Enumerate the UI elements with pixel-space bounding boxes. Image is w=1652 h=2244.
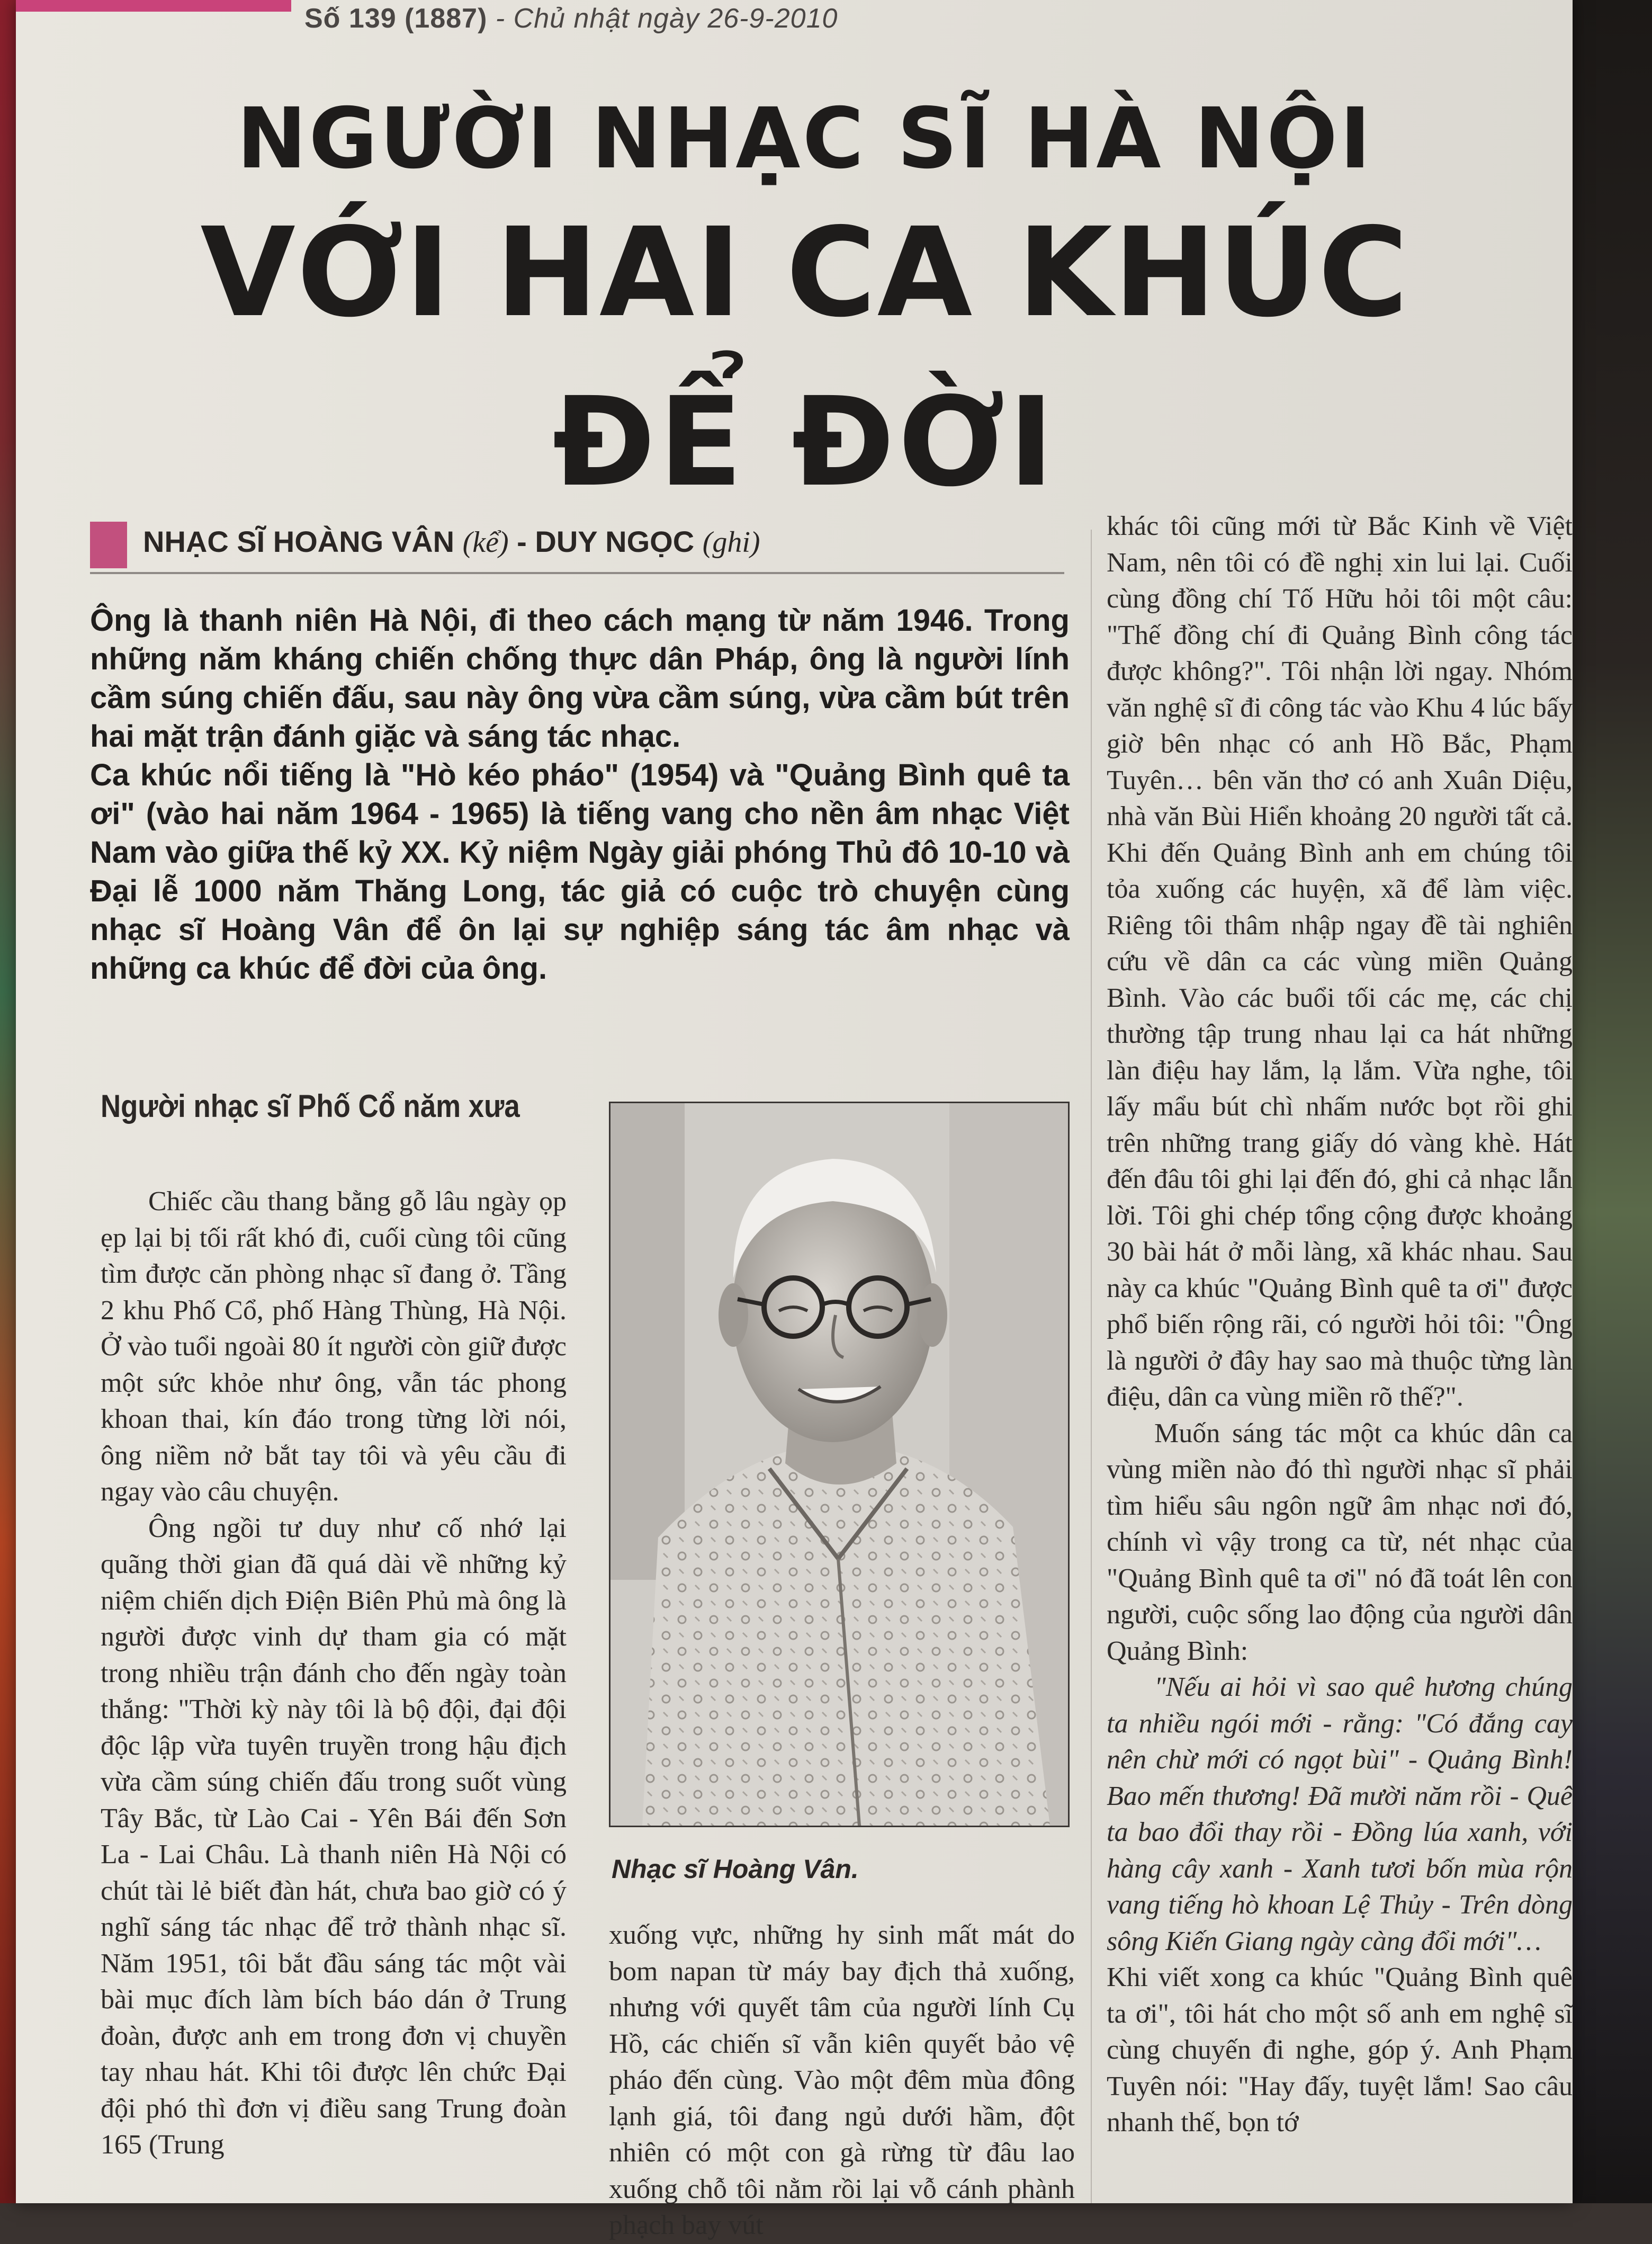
byline-writer: DUY NGỌC <box>535 525 695 558</box>
column-divider <box>1091 530 1092 2203</box>
byline-author: NHẠC SĨ HOÀNG VÂN <box>143 525 455 558</box>
byline <box>143 524 760 559</box>
byline-author-role: (kể) <box>462 526 509 559</box>
article-column-2 <box>609 1917 1075 2240</box>
byline-marker <box>90 522 127 568</box>
headline-line-2: VỚI HAI CA KHÚC <box>200 201 1409 344</box>
col3-quote: "Nếu ai hỏi vì sao quê hương chúng ta nhiều ngói mới - rằng: "Có đắng cay nên chừ mới có ngọt bùi" - Quảng Bình! Bao mến thương! Đã mười năm rồi - Quê ta bao đổi thay rồi - Đồng lúa xanh, với hàng cây xanh - Xanh tươi bốn mùa rộn vang tiếng hò khoan Lệ Thủy - Trên dòng sông Kiến Giang ngày càng đổi mới"… <box>1107 1672 1573 1956</box>
byline-divider <box>90 572 1064 574</box>
byline-writer-role: (ghi) <box>702 526 760 559</box>
issue-date: - Chủ nhật ngày 26-9-2010 <box>495 3 838 34</box>
portrait-photo <box>609 1102 1070 1827</box>
col3-p3: Khi viết xong ca khúc "Quảng Bình quê ta ơi", tôi hát cho một số anh em nghệ sĩ cùng chuyến đi nghe, góp ý. Anh Phạm Tuyên nói: "Hay đấy, tuyệt lắm! Sao câu nhanh thế, bọn tớ <box>1107 1962 1573 2138</box>
portrait-illustration <box>610 1103 1068 1826</box>
newspaper-page <box>16 0 1573 2240</box>
section-subhead: Người nhạc sĩ Phố Cổ năm xưa <box>101 1088 520 1124</box>
lead-p1: Ông là thanh niên Hà Nội, đi theo cách mạng từ năm 1946. Trong những năm kháng chiến chống thực dân Pháp, ông là người lính cầm súng chiến đấu, sau này ông vừa cầm súng, vừa cầm bút trên hai mặt trận đánh giặc và sáng tác nhạc. <box>90 603 1070 754</box>
article-column-3 <box>1107 508 1573 2201</box>
article-column-1 <box>101 1184 567 2203</box>
masthead-color-tab <box>16 0 291 12</box>
photo-caption: Nhạc sĩ Hoàng Vân. <box>612 1854 859 1884</box>
lead-paragraph <box>90 601 1070 988</box>
col3-p2: Muốn sáng tác một ca khúc dân ca vùng miền nào đó thì người nhạc sĩ phải tìm hiểu sâu ngôn ngữ âm nhạc nơi đó, chính vì vậy trong ca từ, nét nhạc của "Quảng Bình quê ta ơi" nó đã toát lên con người, cuộc sống lao động của người dân Quảng Bình: <box>1107 1418 1573 1666</box>
lead-p2: Ca khúc nổi tiếng là "Hò kéo pháo" (1954) và "Quảng Bình quê ta ơi" (vào hai năm 1964 - 1965) là tiếng vang cho nền âm nhạc Việt Nam vào giữa thế kỷ XX. Kỷ niệm Ngày giải phóng Thủ đô 10-10 và Đại lễ 1000 năm Thăng Long, tác giả có cuộc trò chuyện cùng nhạc sĩ Hoàng Vân để ôn lại sự nghiệp sáng tác âm nhạc và những ca khúc để đời của ông. <box>90 758 1070 986</box>
col1-p1: Chiếc cầu thang bằng gỗ lâu ngày ọp ẹp lại bị tối rất khó đi, cuối cùng tôi cũng tìm được căn phòng nhạc sĩ đang ở. Tầng 2 khu Phố Cổ, phố Hàng Thùng, Hà Nội. Ở vào tuổi ngoài 80 ít người còn giữ được một sức khỏe như ông, vẫn tác phong khoan thai, kín đáo trong từng lời nói, ông niềm nở bắt tay tôi và yêu cầu đi ngay vào câu chuyện. <box>101 1186 567 1507</box>
col3-p1: khác tôi cũng mới từ Bắc Kinh về Việt Nam, nên tôi có đề nghị xin lui lại. Cuối cùng đồng chí Tố Hữu hỏi tôi một câu: "Thế đồng chí đi Quảng Bình công tác được không?". Tôi nhận lời ngay. Nhóm văn nghệ sĩ đi công tác vào Khu 4 lúc bấy giờ bên nhạc có anh Hồ Bắc, Phạm Tuyên… bên văn thơ có anh Xuân Diệu, nhà văn Bùi Hiển khoảng 20 người tất cả. Khi đến Quảng Bình anh em chúng tôi tỏa xuống các huyện, xã để làm việc. Riêng tôi thâm nhập ngay đề tài nghiên cứu về dân ca các vùng miền Quảng Bình. Vào các buổi tối các mẹ, các chị thường tập trung nhau lại ca hát những làn điệu hay lắm, lạ lắm. Vừa nghe, tôi lấy mẩu bút chì nhấm nước bọt rồi ghi trên những trang giấy dó vàng khè. Hát đến đâu tôi ghi lại đến đó, ghi cả nhạc lẫn lời. Tôi ghi chép tổng cộng được khoảng 30 bài hát ở mỗi làng, xã khác nhau. Sau này ca khúc "Quảng Bình quê ta ơi" được phổ biến rộng rãi, có người hỏi tôi: "Ông là người ở đây hay sao mà thuộc từng làn điệu, dân ca vùng miền rõ thế?". <box>1107 511 1573 1412</box>
col2-p1: xuống vực, những hy sinh mất mát do bom napan từ máy bay địch thả xuống, nhưng với quyết tâm của người lính Cụ Hồ, các chiến sĩ vẫn kiên quyết bảo vệ pháo đến cùng. Vào một đêm mùa đông lạnh giá, tôi đang ngủ dưới hầm, đột nhiên có một con gà rừng từ đâu lao xuống chỗ tôi nằm rồi lại vỗ cánh phành phạch bay vút <box>609 1920 1075 2240</box>
headline-line-1: NGƯỜI NHẠC SĨ HÀ NỘI <box>237 90 1373 187</box>
headline-line-3: ĐỂ ĐỜI <box>552 371 1057 514</box>
issue-number: Số 139 (1887) <box>304 3 488 34</box>
col1-p2: Ông ngồi tư duy như cố nhớ lại quãng thời gian đã quá dài về những kỷ niệm chiến dịch Điện Biên Phủ mà ông là người được vinh dự tham gia có mặt trong nhiều trận đánh cho đến ngày toàn thắng: "Thời kỳ này tôi là bộ đội, đại đội độc lập vừa tuyên truyền trong hậu địch vừa cầm súng chiến đấu trong suốt vùng Tây Bắc, từ Lào Cai - Yên Bái đến Sơn La - Lai Châu. Là thanh niên Hà Nội có chút tài lẻ biết đàn hát, chưa bao giờ có ý nghĩ sáng tác nhạc để trở thành nhạc sĩ. Năm 1951, tôi bắt đầu sáng tác một vài bài mục đích làm bích báo dán ở Trung đoàn, được anh em trong đơn vị chuyền tay nhau hát. Khi tôi được lên chức Đại đội phó thì đơn vị điều sang Trung đoàn 165 (Trung <box>101 1513 567 2160</box>
byline-separator: - <box>508 525 535 558</box>
issue-info <box>304 0 838 37</box>
